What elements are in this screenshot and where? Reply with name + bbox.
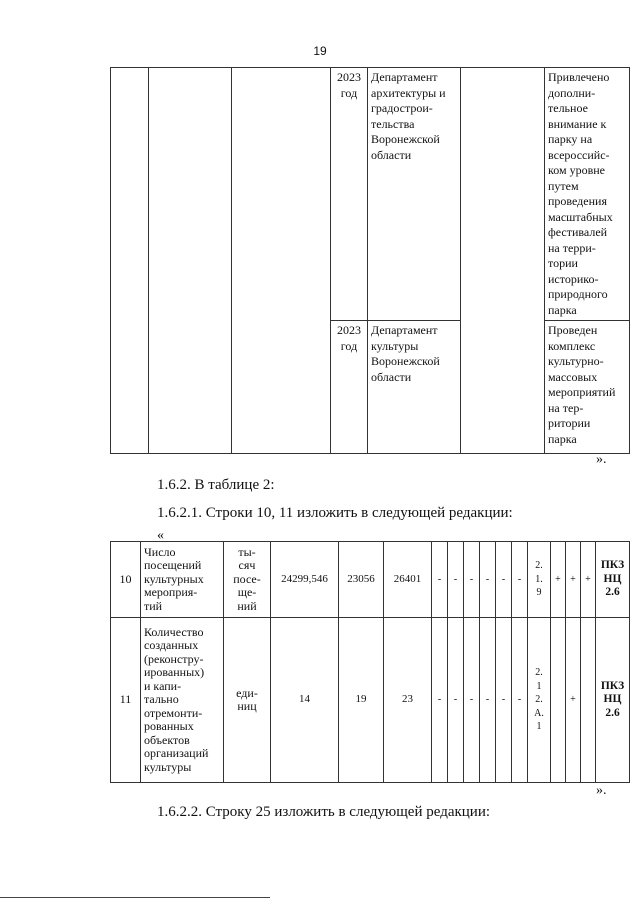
table-row	[111, 68, 630, 321]
program-cell: ПКЗ НЦ 2.6	[596, 618, 630, 783]
unit-cell: ты- сяч посе- ще- ний	[224, 542, 271, 618]
dash-cell: -	[496, 542, 512, 618]
dash-cell: -	[432, 618, 448, 783]
plus-cell: +	[566, 618, 581, 783]
year-cell: 2023 год	[331, 321, 368, 454]
reference-cell: 2. 1. 9	[528, 542, 551, 618]
year-cell: 2023 год	[331, 68, 368, 321]
table-cell	[149, 68, 232, 454]
row-number: 10	[111, 542, 141, 618]
table-cell	[111, 68, 149, 454]
closing-quote: ».	[596, 783, 607, 798]
value-cell: 23	[384, 618, 432, 783]
value-cell: 26401	[384, 542, 432, 618]
paragraph-1-6-2: 1.6.2. В таблице 2:	[157, 477, 275, 493]
table-activities	[110, 67, 630, 454]
opening-quote: «	[157, 528, 164, 543]
value-cell: 24299,546	[271, 542, 339, 618]
value-cell: 19	[339, 618, 384, 783]
dash-cell: -	[496, 618, 512, 783]
dash-cell: -	[464, 542, 480, 618]
indicator-name: Число посещений культурных мероприя- тий	[141, 542, 224, 618]
value-cell: 14	[271, 618, 339, 783]
plus-cell: +	[551, 542, 566, 618]
table-cell	[232, 68, 331, 454]
dash-cell: -	[448, 542, 464, 618]
reference-cell: 2. 1 2. А. 1	[528, 618, 551, 783]
plus-cell: +	[581, 542, 596, 618]
footnote-divider	[0, 897, 270, 898]
table-cell	[461, 68, 545, 454]
dash-cell: -	[448, 618, 464, 783]
row-number: 11	[111, 618, 141, 783]
dash-cell: -	[512, 618, 528, 783]
result-cell: Проведен комплекс культурно- массовых мероприятий на тер- ритории парка	[545, 321, 630, 454]
unit-cell: еди- ниц	[224, 618, 271, 783]
table-row	[111, 618, 630, 783]
dash-cell: -	[512, 542, 528, 618]
result-cell: Привлечено дополни- тельное внимание к парку на всероссийс- ком уровне путем проведения масштабных фестивалей на терри- тории историко- природного парка	[545, 68, 630, 321]
paragraph-1-6-2-2: 1.6.2.2. Строку 25 изложить в следующей редакции:	[157, 804, 491, 820]
plus-cell: +	[566, 542, 581, 618]
dash-cell: -	[432, 542, 448, 618]
closing-quote: ».	[596, 452, 607, 467]
value-cell: 23056	[339, 542, 384, 618]
table-row	[111, 542, 630, 618]
indicator-name: Количество созданных (реконстру- ированных) и капи- тально отремонти- рованных объектов организаций культуры	[141, 618, 224, 783]
plus-cell	[551, 618, 566, 783]
executor-cell: Департамент архитектуры и градострои- тельства Воронежской области	[368, 68, 461, 321]
plus-cell	[581, 618, 596, 783]
dash-cell: -	[464, 618, 480, 783]
page-number: 19	[313, 44, 327, 58]
table-indicators	[110, 541, 630, 783]
paragraph-1-6-2-1: 1.6.2.1. Строки 10, 11 изложить в следующей редакции:	[157, 505, 513, 521]
executor-cell: Департамент культуры Воронежской области	[368, 321, 461, 454]
program-cell: ПКЗ НЦ 2.6	[596, 542, 630, 618]
dash-cell: -	[480, 618, 496, 783]
dash-cell: -	[480, 542, 496, 618]
